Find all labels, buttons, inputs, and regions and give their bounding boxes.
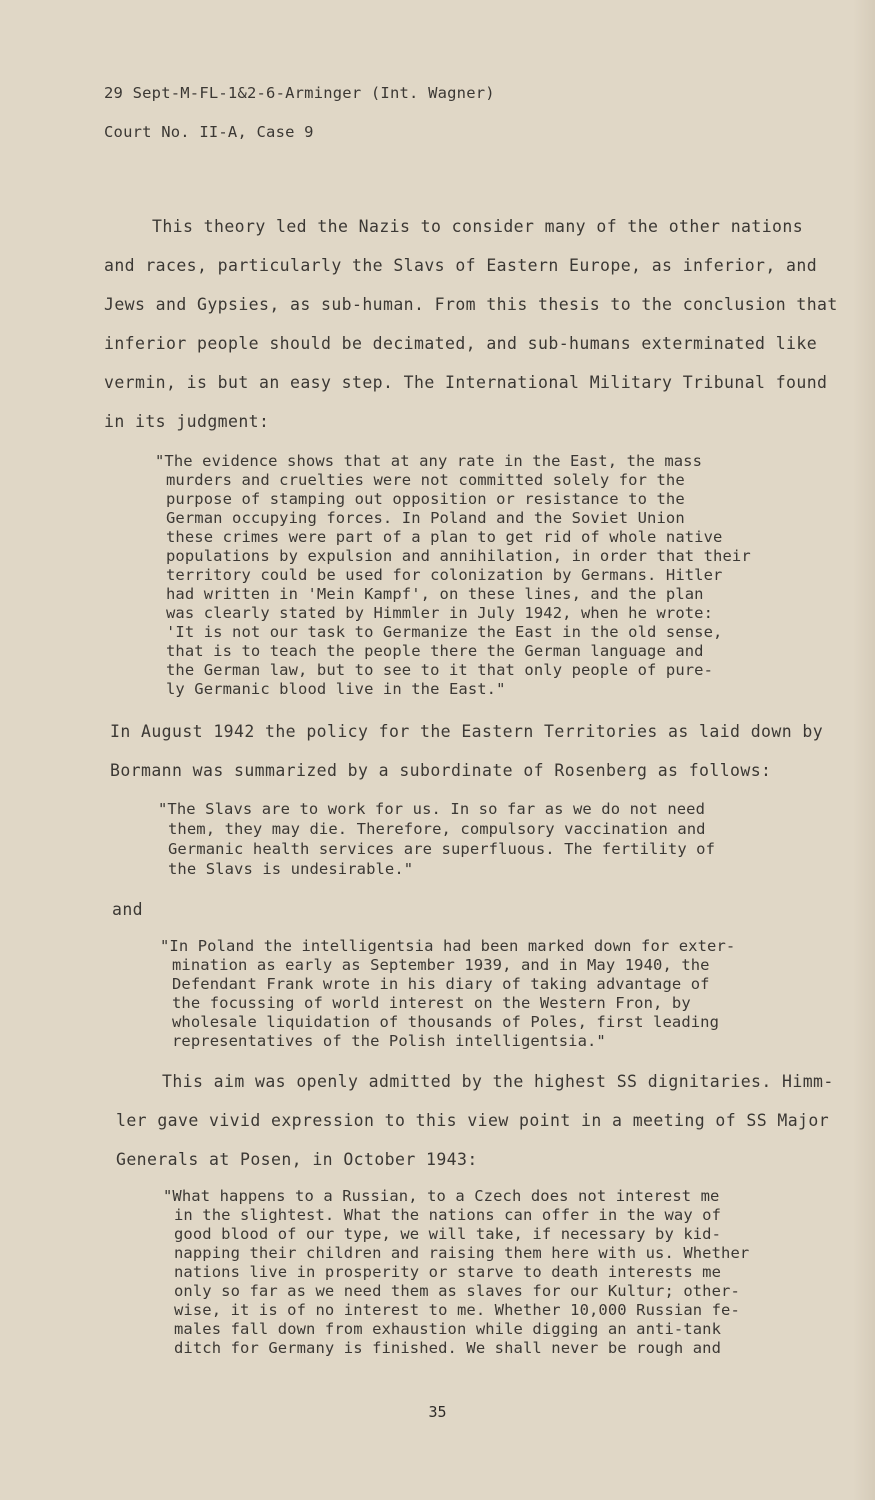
quote-1-line: populations by expulsion and annihilation, in order that their (166, 547, 751, 565)
paragraph-1-line: inferior people should be decimated, and sub-humans exterminated like (104, 334, 818, 353)
quote-3-line: wholesale liquidation of thousands of Poles, first leading (172, 1013, 720, 1031)
quote-1-line: purpose of stamping out opposition or resistance to the (166, 490, 685, 508)
paragraph-2-line: Bormann was summarized by a subordinate of Rosenberg as follows: (110, 761, 772, 780)
quote-4-line: wise, it is of no interest to me. Whether 10,000 Russian fe- (174, 1301, 740, 1319)
quote-1-line: ly Germanic blood live in the East." (166, 680, 506, 698)
quote-4-line: only so far as we need them as slaves for our Kultur; other- (174, 1282, 740, 1300)
quote-1-line: territory could be used for colonization by Germans. Hitler (166, 566, 723, 584)
connector-text: and (112, 900, 144, 919)
quote-3-line: Defendant Frank wrote in his diary of taking advantage of (172, 975, 710, 993)
quote-1-line: that is to teach the people there the German language and (166, 642, 704, 660)
quote-1-line: was clearly stated by Himmler in July 1942, when he wrote: (166, 604, 714, 622)
quote-1-line: "The evidence shows that at any rate in the East, the mass (155, 452, 703, 470)
quote-4-line: napping their children and raising them here with us. Whether (174, 1244, 750, 1262)
quote-3-line: "In Poland the intelligentsia had been marked down for exter- (160, 937, 736, 955)
header-reference: 29 Sept-M-FL-1&2-6-Arminger (Int. Wagner) (104, 84, 495, 102)
quote-2-line: them, they may die. Therefore, compulsory vaccination and (168, 820, 706, 838)
quote-4-line: good blood of our type, we will take, if necessary by kid- (174, 1225, 722, 1243)
quote-4-line: males fall down from exhaustion while digging an anti-tank (174, 1320, 722, 1338)
quote-2-line: the Slavs is undesirable." (168, 860, 414, 878)
quote-1-line: these crimes were part of a plan to get rid of whole native (166, 528, 723, 546)
quote-2-line: Germanic health services are superfluous. The fertility of (168, 840, 716, 858)
paragraph-3-line: ler gave vivid expression to this view point in a meeting of SS Major (116, 1111, 830, 1130)
paragraph-3-line: This aim was openly admitted by the highest SS dignitaries. Himm- (162, 1072, 834, 1091)
quote-3-line: representatives of the Polish intelligentsia." (172, 1032, 606, 1050)
paragraph-2-line: In August 1942 the policy for the Eastern Territories as laid down by (110, 722, 824, 741)
quote-1-line: German occupying forces. In Poland and the Soviet Union (166, 509, 685, 527)
quote-3-line: mination as early as September 1939, and in May 1940, the (172, 956, 710, 974)
quote-4-line: nations live in prosperity or starve to death interests me (174, 1263, 722, 1281)
quote-2-line: "The Slavs are to work for us. In so far as we do not need (158, 800, 706, 818)
paragraph-3-line: Generals at Posen, in October 1943: (116, 1150, 478, 1169)
paragraph-1-line: vermin, is but an easy step. The International Military Tribunal found (104, 373, 828, 392)
paragraph-1-line: Jews and Gypsies, as sub-human. From this thesis to the conclusion that (104, 295, 838, 314)
quote-4-line: ditch for Germany is finished. We shall never be rough and (174, 1339, 722, 1357)
paragraph-1-line: This theory led the Nazis to consider many of the other nations (152, 217, 804, 236)
quote-1-line: had written in 'Mein Kampf', on these lines, and the plan (166, 585, 704, 603)
paragraph-1-line: in its judgment: (104, 412, 270, 431)
page-edge-shadow (853, 0, 875, 1500)
page-number: 35 (428, 1403, 447, 1421)
header-court: Court No. II-A, Case 9 (104, 123, 314, 141)
quote-1-line: 'It is not our task to Germanize the East in the old sense, (166, 623, 723, 641)
quote-4-line: in the slightest. What the nations can offer in the way of (174, 1206, 722, 1224)
quote-1-line: the German law, but to see to it that only people of pure- (166, 661, 714, 679)
quote-3-line: the focussing of world interest on the Western Fron, by (172, 994, 691, 1012)
paragraph-1-line: and races, particularly the Slavs of Eastern Europe, as inferior, and (104, 256, 818, 275)
quote-1-line: murders and cruelties were not committed solely for the (166, 471, 685, 489)
quote-4-line: "What happens to a Russian, to a Czech does not interest me (163, 1187, 720, 1205)
